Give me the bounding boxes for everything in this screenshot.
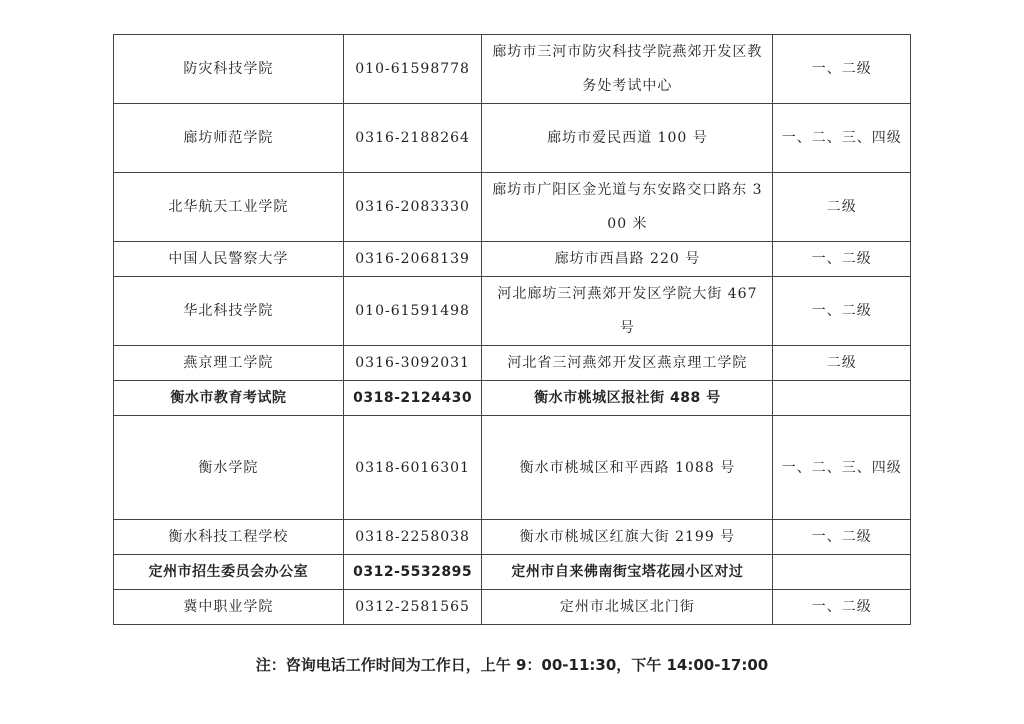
table-row [114,346,911,381]
phone-number: 0316-2188264 [343,104,482,173]
institution-name: 衡水学院 [114,416,344,520]
exam-level: 一、二级 [773,277,911,346]
institution-name: 北华航天工业学院 [114,173,344,242]
exam-level [773,381,911,416]
address: 衡水市桃城区报社街 488 号 [482,381,773,416]
phone-number: 0318-2258038 [343,520,482,555]
phone-number: 0316-2083330 [343,173,482,242]
phone-number: 0316-3092031 [343,346,482,381]
table-row [114,590,911,625]
institution-name: 冀中职业学院 [114,590,344,625]
exam-level: 一、二、三、四级 [773,416,911,520]
table-row [114,242,911,277]
address: 廊坊市三河市防灾科技学院燕郊开发区教务处考试中心 [482,35,773,104]
phone-number: 0318-2124430 [343,381,482,416]
phone-number: 0318-6016301 [343,416,482,520]
table-row [114,104,911,173]
phone-number: 010-61598778 [343,35,482,104]
exam-level [773,555,911,590]
institution-name: 华北科技学院 [114,277,344,346]
address: 河北廊坊三河燕郊开发区学院大街 467 号 [482,277,773,346]
table-row [114,520,911,555]
exam-level: 一、二级 [773,242,911,277]
address: 廊坊市西昌路 220 号 [482,242,773,277]
table-row [114,381,911,416]
institution-name: 衡水科技工程学校 [114,520,344,555]
phone-number: 0312-2581565 [343,590,482,625]
exam-level: 一、二级 [773,35,911,104]
address: 衡水市桃城区和平西路 1088 号 [482,416,773,520]
table-row [114,416,911,520]
address: 廊坊市爱民西道 100 号 [482,104,773,173]
address: 定州市北城区北门街 [482,590,773,625]
institution-name: 防灾科技学院 [114,35,344,104]
institution-name: 中国人民警察大学 [114,242,344,277]
institution-name: 衡水市教育考试院 [114,381,344,416]
exam-level: 一、二级 [773,520,911,555]
phone-number: 0316-2068139 [343,242,482,277]
address: 定州市自来佛南街宝塔花园小区对过 [482,555,773,590]
table-row [114,173,911,242]
address: 河北省三河燕郊开发区燕京理工学院 [482,346,773,381]
table-row [114,35,911,104]
exam-level: 一、二级 [773,590,911,625]
exam-level: 二级 [773,173,911,242]
table-row [114,277,911,346]
institution-name: 燕京理工学院 [114,346,344,381]
exam-level: 一、二、三、四级 [773,104,911,173]
institution-name: 定州市招生委员会办公室 [114,555,344,590]
phone-number: 010-61591498 [343,277,482,346]
exam-level: 二级 [773,346,911,381]
consultation-hours-note: 注：咨询电话工作时间为工作日，上午 9：00-11:30，下午 14:00-17:00 [255,656,769,674]
exam-sites-table [113,34,911,625]
table-row [114,555,911,590]
phone-number: 0312-5532895 [343,555,482,590]
institution-name: 廊坊师范学院 [114,104,344,173]
address: 衡水市桃城区红旗大街 2199 号 [482,520,773,555]
address: 廊坊市广阳区金光道与东安路交口路东 300 米 [482,173,773,242]
